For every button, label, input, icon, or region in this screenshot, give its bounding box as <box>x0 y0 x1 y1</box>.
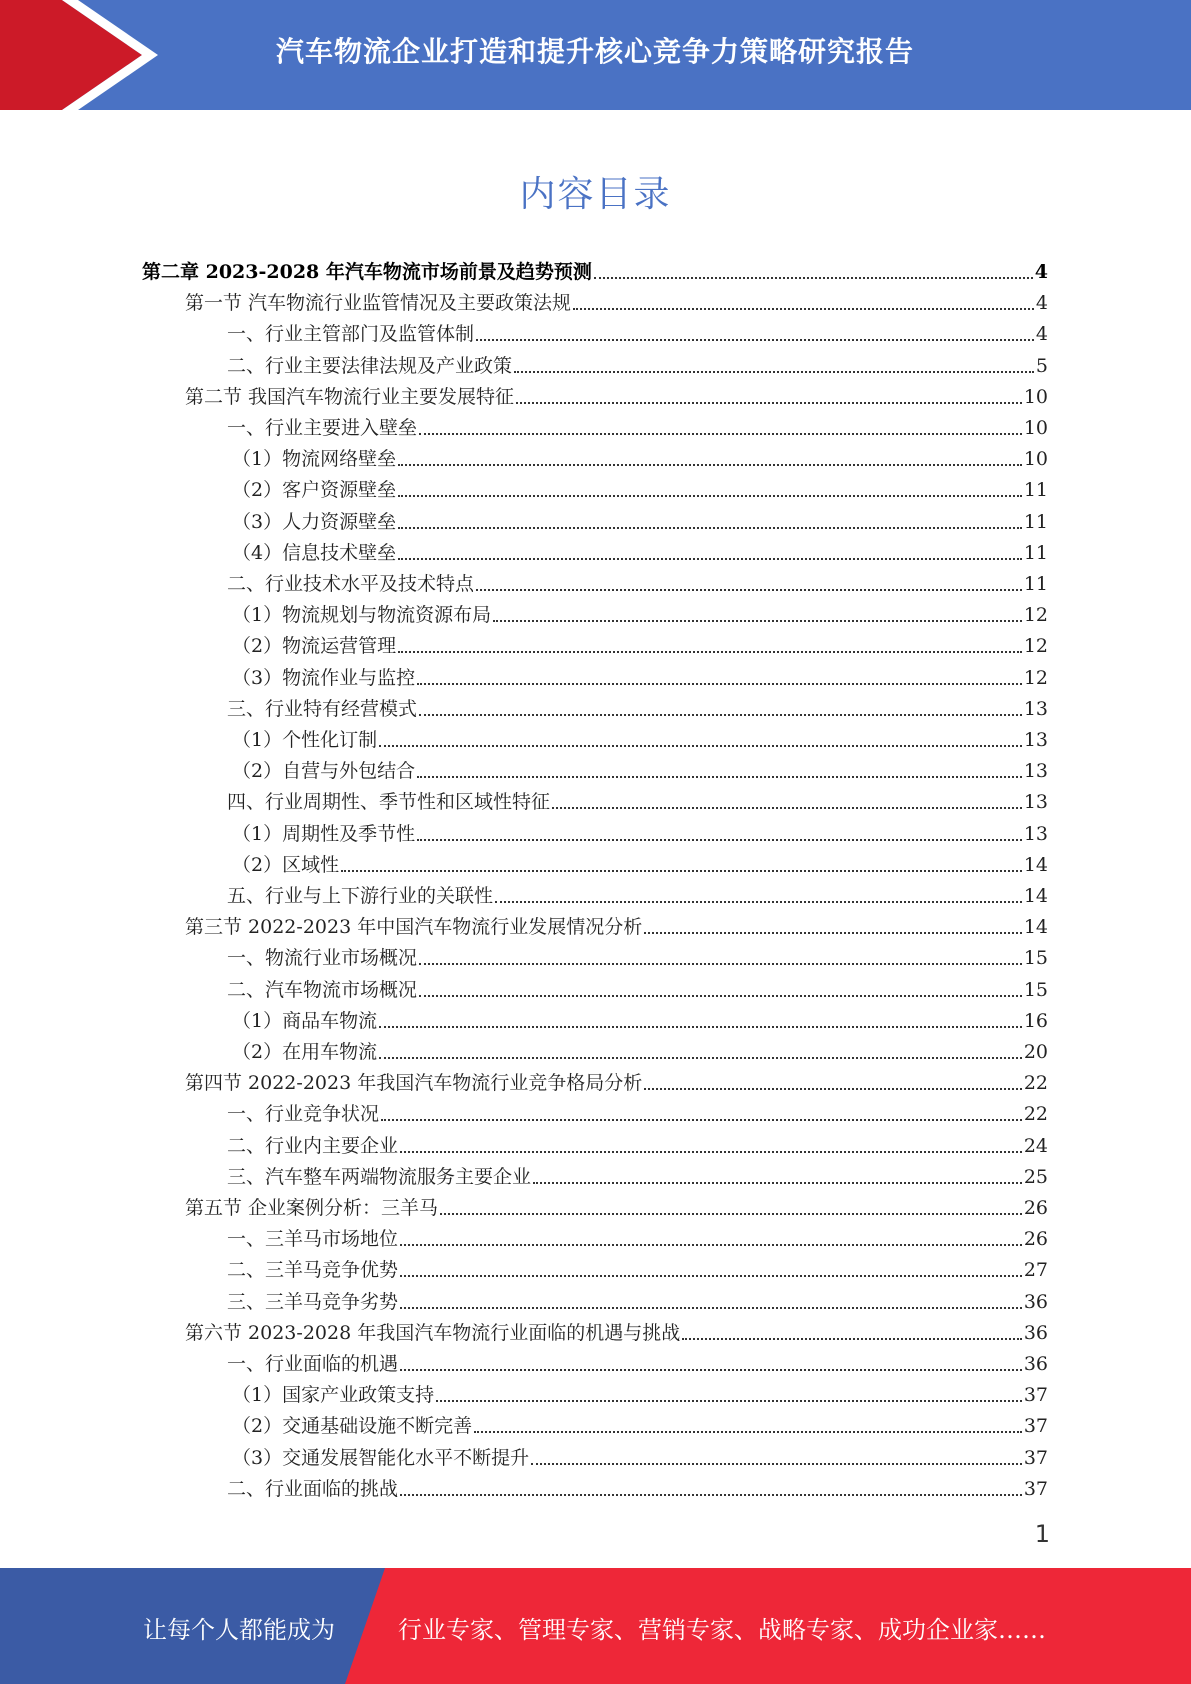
toc-entry-page: 37 <box>1023 1477 1048 1500</box>
toc-entry[interactable] <box>185 1314 1048 1345</box>
toc-entry-label: 一、行业竞争状况 <box>227 1103 380 1126</box>
toc-entry-page: 13 <box>1023 760 1048 783</box>
toc-entry[interactable] <box>232 1033 1048 1064</box>
toc-entry[interactable] <box>232 627 1048 658</box>
toc-entry-label: （1）个性化订制 <box>232 729 378 751</box>
toc-entry[interactable] <box>232 815 1048 846</box>
toc-entry-page: 16 <box>1023 1009 1048 1032</box>
toc-entry-label: 一、行业主管部门及监管体制 <box>227 323 475 346</box>
toc-entry-page: 36 <box>1023 1290 1048 1313</box>
toc-entry-label: 第六节 2023-2028 年我国汽车物流行业面临的机遇与挑战 <box>185 1321 681 1344</box>
toc-entry-page: 11 <box>1023 573 1048 595</box>
toc-entry[interactable] <box>232 471 1048 502</box>
toc-entry-page: 10 <box>1023 448 1048 471</box>
toc-entry-label: 一、三羊马市场地位 <box>227 1228 399 1251</box>
toc-entry-label: 五、行业与上下游行业的关联性 <box>227 885 494 907</box>
toc-entry-page: 13 <box>1023 791 1048 814</box>
toc-entry[interactable] <box>227 1127 1048 1158</box>
toc-entry[interactable] <box>232 1407 1048 1438</box>
toc-entry[interactable] <box>185 1189 1048 1220</box>
toc-entry-page: 22 <box>1023 1072 1048 1095</box>
report-title: 汽车物流企业打造和提升核心竞争力策略研究报告 <box>276 35 915 68</box>
toc-entry-page: 12 <box>1023 635 1048 658</box>
toc-dot-leader <box>400 1307 1022 1309</box>
toc-dot-leader <box>398 527 1022 529</box>
toc-entry-label: 三、汽车整车两端物流服务主要企业 <box>227 1165 532 1188</box>
toc-entry-page: 20 <box>1023 1041 1048 1063</box>
toc-entry-label: （2）自营与外包结合 <box>232 760 416 783</box>
page-header <box>0 0 1191 110</box>
toc-entry-label: 二、行业主要法律法规及产业政策 <box>227 354 513 377</box>
footer-slogan-right: 行业专家、管理专家、营销专家、战略专家、成功企业家…… <box>398 1616 1046 1644</box>
toc-entry[interactable] <box>232 752 1048 783</box>
toc-dot-leader <box>419 995 1022 997</box>
toc-dot-leader <box>398 464 1022 466</box>
toc-entry[interactable] <box>227 565 1048 596</box>
toc-dot-leader <box>417 776 1022 778</box>
toc-entry-page: 26 <box>1023 1197 1048 1219</box>
toc-entry[interactable] <box>232 534 1048 565</box>
toc-entry-label: 第一节 汽车物流行业监管情况及主要政策法规 <box>185 292 572 315</box>
toc-entry-label: 二、行业内主要企业 <box>227 1134 399 1157</box>
toc-entry[interactable] <box>232 440 1048 471</box>
toc-entry[interactable] <box>227 1220 1048 1251</box>
toc-entry-label: （2）物流运营管理 <box>232 635 397 658</box>
toc-entry-label: （1）周期性及季节性 <box>232 822 416 845</box>
toc-entry-label: （1）商品车物流 <box>232 1009 378 1032</box>
toc-entry-label: 三、三羊马竞争劣势 <box>227 1290 399 1313</box>
page-number: 1 <box>1034 1520 1050 1548</box>
toc-entry-page: 11 <box>1023 510 1048 533</box>
toc-dot-leader <box>682 1338 1022 1340</box>
toc-dot-leader <box>573 308 1034 310</box>
toc-entry[interactable] <box>232 1376 1048 1407</box>
toc-dot-leader <box>476 339 1034 341</box>
toc-entry-label: （1）物流网络壁垒 <box>232 448 397 471</box>
toc-entry-label: 二、行业技术水平及技术特点 <box>227 573 475 595</box>
toc-entry-label: 四、行业周期性、季节性和区域性特征 <box>227 791 551 814</box>
footer-slogan-left: 让每个人都能成为 <box>143 1616 335 1644</box>
toc-entry-page: 10 <box>1023 385 1048 408</box>
toc-entry[interactable] <box>185 1064 1048 1095</box>
page-footer <box>0 1568 1191 1684</box>
toc-dot-leader <box>419 433 1022 435</box>
toc-entry[interactable] <box>227 1095 1048 1126</box>
toc-entry-page: 12 <box>1023 604 1048 627</box>
toc-dot-leader <box>419 714 1022 716</box>
toc-dot-leader <box>381 1119 1022 1121</box>
toc-entry-page: 37 <box>1023 1384 1048 1407</box>
toc-entry[interactable] <box>227 1283 1048 1314</box>
toc-entry-page: 13 <box>1023 729 1048 751</box>
toc-entry-page: 13 <box>1023 822 1048 845</box>
toc-dot-leader <box>476 589 1022 591</box>
toc-dot-leader <box>493 620 1022 622</box>
toc-dot-leader <box>379 745 1022 747</box>
toc-entry-label: （3）交通发展智能化水平不断提升 <box>232 1446 530 1469</box>
toc-dot-leader <box>495 901 1022 903</box>
toc-entry-label: 二、行业面临的挑战 <box>227 1477 399 1500</box>
toc-dot-leader <box>533 1182 1022 1184</box>
toc-entry[interactable] <box>227 971 1048 1002</box>
toc-dot-leader <box>552 807 1022 809</box>
toc-entry-label: （1）物流规划与物流资源布局 <box>232 604 492 627</box>
toc-entry[interactable] <box>232 659 1048 690</box>
toc-entry-label: 第四节 2022-2023 年我国汽车物流行业竞争格局分析 <box>185 1072 643 1095</box>
toc-entry-page: 24 <box>1023 1134 1048 1157</box>
toc-entry[interactable] <box>232 721 1048 752</box>
toc-dot-leader <box>379 1026 1022 1028</box>
toc-entry[interactable] <box>185 284 1048 315</box>
toc-entry-page: 36 <box>1023 1321 1048 1344</box>
toc-dot-leader <box>400 1275 1022 1277</box>
toc-entry-label: （2）客户资源壁垒 <box>232 479 397 502</box>
toc-entry-label: 一、行业面临的机遇 <box>227 1353 399 1375</box>
toc-entry[interactable] <box>232 846 1048 877</box>
toc-entry-page: 4 <box>1035 292 1048 315</box>
toc-entry[interactable] <box>227 690 1048 721</box>
toc-dot-leader <box>400 1244 1022 1246</box>
toc-entry-page: 25 <box>1023 1165 1048 1188</box>
toc-entry-label: 三、行业特有经营模式 <box>227 697 418 720</box>
toc-dot-leader <box>400 1369 1022 1371</box>
toc-entry-label: 二、三羊马竞争优势 <box>227 1259 399 1282</box>
toc-entry-label: （2）交通基础设施不断完善 <box>232 1415 473 1438</box>
toc-entry-label: 第五节 企业案例分析：三羊马 <box>185 1197 439 1219</box>
toc-dot-leader <box>531 1463 1022 1465</box>
toc-entry[interactable] <box>232 1439 1048 1470</box>
toc-dot-leader <box>417 839 1022 841</box>
toc-dot-leader <box>594 277 1033 279</box>
toc-entry[interactable] <box>232 503 1048 534</box>
toc-dot-leader <box>514 371 1034 373</box>
toc-entry-page: 15 <box>1023 978 1048 1001</box>
toc-entry-page: 12 <box>1023 666 1048 689</box>
toc-entry-label: 一、物流行业市场概况 <box>227 947 418 970</box>
toc-entry-page: 37 <box>1023 1415 1048 1438</box>
toc-dot-leader <box>400 1151 1022 1153</box>
toc-entry-page: 11 <box>1023 479 1048 502</box>
toc-entry[interactable] <box>232 1002 1048 1033</box>
toc-dot-leader <box>516 402 1022 404</box>
toc-entry[interactable] <box>227 877 1048 908</box>
toc-entry[interactable] <box>232 596 1048 627</box>
toc-entry-page: 36 <box>1023 1353 1048 1375</box>
toc-entry[interactable] <box>227 1158 1048 1189</box>
toc-entry[interactable] <box>227 783 1048 814</box>
toc-entry-label: 第二节 我国汽车物流行业主要发展特征 <box>185 385 515 408</box>
toc-entry-label: 二、汽车物流市场概况 <box>227 978 418 1001</box>
toc-entry-label: （2）区域性 <box>232 853 340 876</box>
toc-entry[interactable] <box>227 315 1048 346</box>
toc-dot-leader <box>417 683 1022 685</box>
toc-dot-leader <box>341 870 1022 872</box>
toc-entry-page: 22 <box>1023 1103 1048 1126</box>
toc-dot-leader <box>644 932 1022 934</box>
toc-entry-label: （3）物流作业与监控 <box>232 666 416 689</box>
toc-entry-page: 14 <box>1023 885 1048 907</box>
toc-entry-label: 第三节 2022-2023 年中国汽车物流行业发展情况分析 <box>185 916 643 939</box>
toc-entry-page: 14 <box>1023 916 1048 939</box>
toc-entry-label: （3）人力资源壁垒 <box>232 510 397 533</box>
toc-entry-page: 26 <box>1023 1228 1048 1251</box>
toc-dot-leader <box>644 1088 1022 1090</box>
toc-dot-leader <box>474 1431 1022 1433</box>
toc-entry-page: 13 <box>1023 697 1048 720</box>
toc-dot-leader <box>436 1400 1022 1402</box>
toc-dot-leader <box>398 558 1022 560</box>
toc-dot-leader <box>398 651 1022 653</box>
toc-entry[interactable] <box>227 409 1048 440</box>
toc-entry-page: 5 <box>1035 354 1048 377</box>
toc-heading: 内容目录 <box>519 174 672 215</box>
toc-entry[interactable] <box>227 1345 1048 1376</box>
toc-entry-page: 4 <box>1034 261 1048 283</box>
toc-entry-page: 37 <box>1023 1446 1048 1469</box>
toc-entry[interactable] <box>227 1251 1048 1282</box>
toc-entry-page: 27 <box>1023 1259 1048 1282</box>
toc-entry[interactable] <box>142 253 1048 284</box>
toc-entry-label: （1）国家产业政策支持 <box>232 1384 435 1407</box>
toc-entry[interactable] <box>185 378 1048 409</box>
toc-entry[interactable] <box>227 347 1048 378</box>
toc-entry-page: 14 <box>1023 853 1048 876</box>
toc-entry[interactable] <box>227 939 1048 970</box>
toc-entry[interactable] <box>185 908 1048 939</box>
toc-dot-leader <box>379 1057 1022 1059</box>
toc-entry-label: 一、行业主要进入壁垒 <box>227 417 418 439</box>
toc-entry-label: （4）信息技术壁垒 <box>232 541 397 564</box>
toc-dot-leader <box>440 1213 1022 1215</box>
toc-entry-page: 4 <box>1035 323 1048 346</box>
toc-entry-label: （2）在用车物流 <box>232 1041 378 1063</box>
toc-dot-leader <box>400 1494 1022 1496</box>
toc-entry[interactable] <box>227 1470 1048 1501</box>
toc-entry-page: 15 <box>1023 947 1048 970</box>
toc-entry-label: 第二章 2023-2028 年汽车物流市场前景及趋势预测 <box>142 261 592 283</box>
toc-entry-page: 10 <box>1023 417 1048 439</box>
toc-entry-page: 11 <box>1023 541 1048 564</box>
toc-dot-leader <box>419 963 1022 965</box>
toc-dot-leader <box>398 495 1022 497</box>
